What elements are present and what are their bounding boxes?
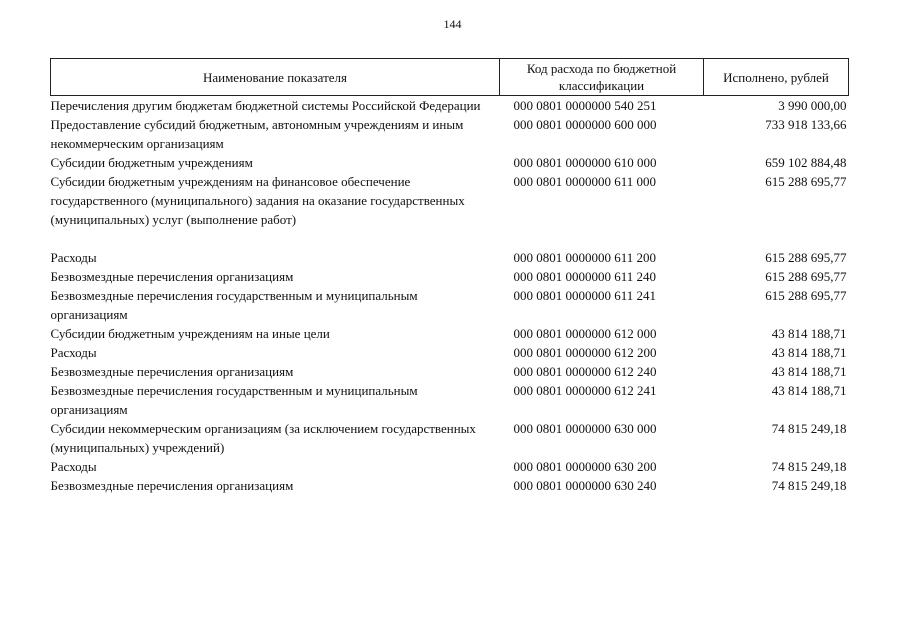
row-name: Расходы — [50, 459, 97, 474]
row-code: 000 0801 0000000 611 241 — [513, 288, 657, 303]
column-header-name: Наименование показателя — [51, 59, 500, 96]
row-code: 000 0801 0000000 630 240 — [513, 478, 657, 493]
table-row — [51, 476, 849, 495]
row-code: 000 0801 0000000 630 000 — [513, 421, 657, 436]
blank-row — [51, 229, 849, 248]
row-name: Расходы — [50, 250, 97, 265]
row-sum: 615 288 695,77 — [765, 174, 847, 189]
row-sum: 733 918 133,66 — [765, 117, 847, 132]
table-row — [51, 248, 849, 267]
table-row — [51, 267, 849, 286]
row-name: Расходы — [50, 345, 97, 360]
row-sum: 615 288 695,77 — [765, 250, 847, 265]
table-row — [51, 381, 849, 419]
row-name: Перечисления другим бюджетам бюджетной системы Российской Федерации — [50, 98, 481, 113]
table-row — [51, 115, 849, 153]
table-row — [51, 343, 849, 362]
row-code: 000 0801 0000000 611 000 — [513, 174, 657, 189]
column-header-code: Код расхода по бюджетной классификации — [500, 59, 704, 96]
row-sum: 74 815 249,18 — [771, 478, 847, 493]
row-name: Предоставление субсидий бюджетным, автономным учреждениям и иным некоммерческим организациям — [50, 117, 464, 151]
row-code: 000 0801 0000000 612 241 — [513, 383, 657, 398]
row-name: Субсидии бюджетным учреждениям — [50, 155, 253, 170]
row-name: Субсидии бюджетным учреждениям на финансовое обеспечение государственного (муниципального) задания на оказание государственных (муниципальных) услуг (выполнение работ) — [50, 174, 465, 227]
row-code: 000 0801 0000000 540 251 — [513, 98, 657, 113]
row-code: 000 0801 0000000 600 000 — [513, 117, 657, 132]
table-header-row — [51, 59, 849, 96]
row-sum: 43 814 188,71 — [771, 345, 847, 360]
table-row — [51, 362, 849, 381]
row-name: Безвозмездные перечисления организациям — [50, 364, 294, 379]
row-sum: 43 814 188,71 — [771, 364, 847, 379]
row-code: 000 0801 0000000 612 240 — [513, 364, 657, 379]
row-code: 000 0801 0000000 610 000 — [513, 155, 657, 170]
table-row — [51, 419, 849, 457]
row-code: 000 0801 0000000 611 240 — [513, 269, 657, 284]
row-sum: 659 102 884,48 — [765, 155, 847, 170]
row-name: Безвозмездные перечисления организациям — [50, 269, 294, 284]
row-sum: 43 814 188,71 — [771, 326, 847, 341]
row-code: 000 0801 0000000 612 000 — [513, 326, 657, 341]
row-name: Субсидии некоммерческим организациям (за исключением государственных (муниципальных) учреждений) — [50, 421, 476, 455]
row-name: Субсидии бюджетным учреждениям на иные цели — [50, 326, 330, 341]
expenditure-table — [50, 58, 849, 495]
row-sum: 3 990 000,00 — [778, 98, 847, 113]
table-row — [51, 96, 849, 116]
table-row — [51, 153, 849, 172]
row-sum: 74 815 249,18 — [771, 459, 847, 474]
row-code: 000 0801 0000000 612 200 — [513, 345, 657, 360]
row-name: Безвозмездные перечисления организациям — [50, 478, 294, 493]
column-header-sum: Исполнено, рублей — [704, 59, 849, 96]
table-row — [51, 324, 849, 343]
row-sum: 43 814 188,71 — [771, 383, 847, 398]
row-name: Безвозмездные перечисления государственным и муниципальным организациям — [50, 288, 418, 322]
row-sum: 615 288 695,77 — [765, 288, 847, 303]
row-sum: 615 288 695,77 — [765, 269, 847, 284]
row-sum: 74 815 249,18 — [771, 421, 847, 436]
row-name: Безвозмездные перечисления государственным и муниципальным организациям — [50, 383, 418, 417]
table-row — [51, 172, 849, 229]
table-row — [51, 286, 849, 324]
table-row — [51, 457, 849, 476]
row-code: 000 0801 0000000 611 200 — [513, 250, 657, 265]
page-number: 144 — [443, 17, 462, 31]
row-code: 000 0801 0000000 630 200 — [513, 459, 657, 474]
